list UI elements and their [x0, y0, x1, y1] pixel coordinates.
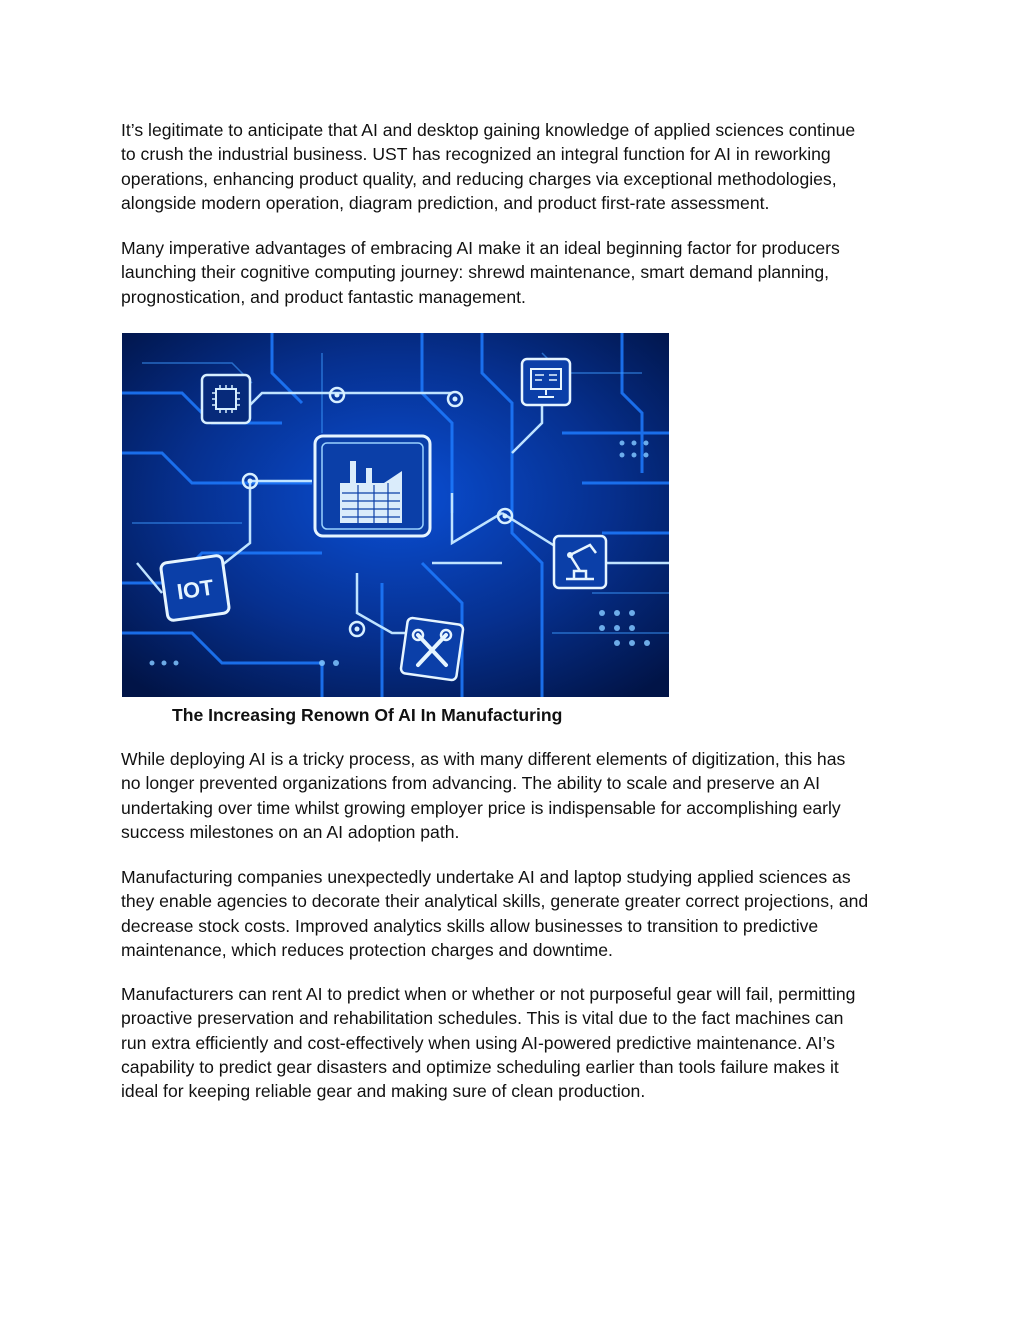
circuit-board-image — [122, 333, 669, 697]
iot-icon-label: IOT — [175, 574, 216, 605]
figure-caption: The Increasing Renown Of AI In Manufacturing — [172, 705, 563, 725]
robot-arm-icon — [554, 536, 606, 588]
monitor-icon — [522, 359, 570, 405]
paragraph-2: Many imperative advantages of embracing AI make it an ideal beginning factor for producers launching their cognitive computing journey: shrewd maintenance, smart demand planning, prognostication, and product fantastic management. — [121, 238, 840, 307]
paragraph-5: Manufacturers can rent AI to predict when or whether or not purposeful gear will fail, permitting proactive preservation and rehabilitation schedules. This is vital due to the fact machines can run extra efficiently and cost-effectively when using AI-powered predictive maintenance. AI’s capability to predict gear disasters and optimize scheduling earlier than tools failure makes it ideal for keeping reliable gear and making sure of clean production. — [121, 984, 856, 1102]
paragraph-1: It’s legitimate to anticipate that AI and desktop gaining knowledge of applied sciences continue to crush the industrial business. UST has recognized an integral function for AI in reworking operations, enhancing product quality, and reducing charges via exceptional methodologies, alongside modern operation, diagram prediction, and product first-rate assessment. — [121, 120, 856, 213]
tools-icon — [400, 617, 463, 680]
iot-icon — [160, 555, 229, 621]
paragraph-3: While deploying AI is a tricky process, as with many different elements of digitization, this has no longer prevented organizations from advancing. The ability to scale and preserve an AI undertaking over time whilst growing employer price is indispensable for accomplishing early success milestones on an AI adoption path. — [121, 749, 846, 842]
paragraph-4: Manufacturing companies unexpectedly undertake AI and laptop studying applied sciences as they enable agencies to decorate their analytical skills, generate greater correct projections, and decrease stock costs. Improved analytics skills allow businesses to transition to predictive maintenance, which reduces protection charges and downtime. — [121, 867, 869, 960]
chip-icon — [202, 375, 250, 423]
factory-icon — [315, 436, 430, 536]
